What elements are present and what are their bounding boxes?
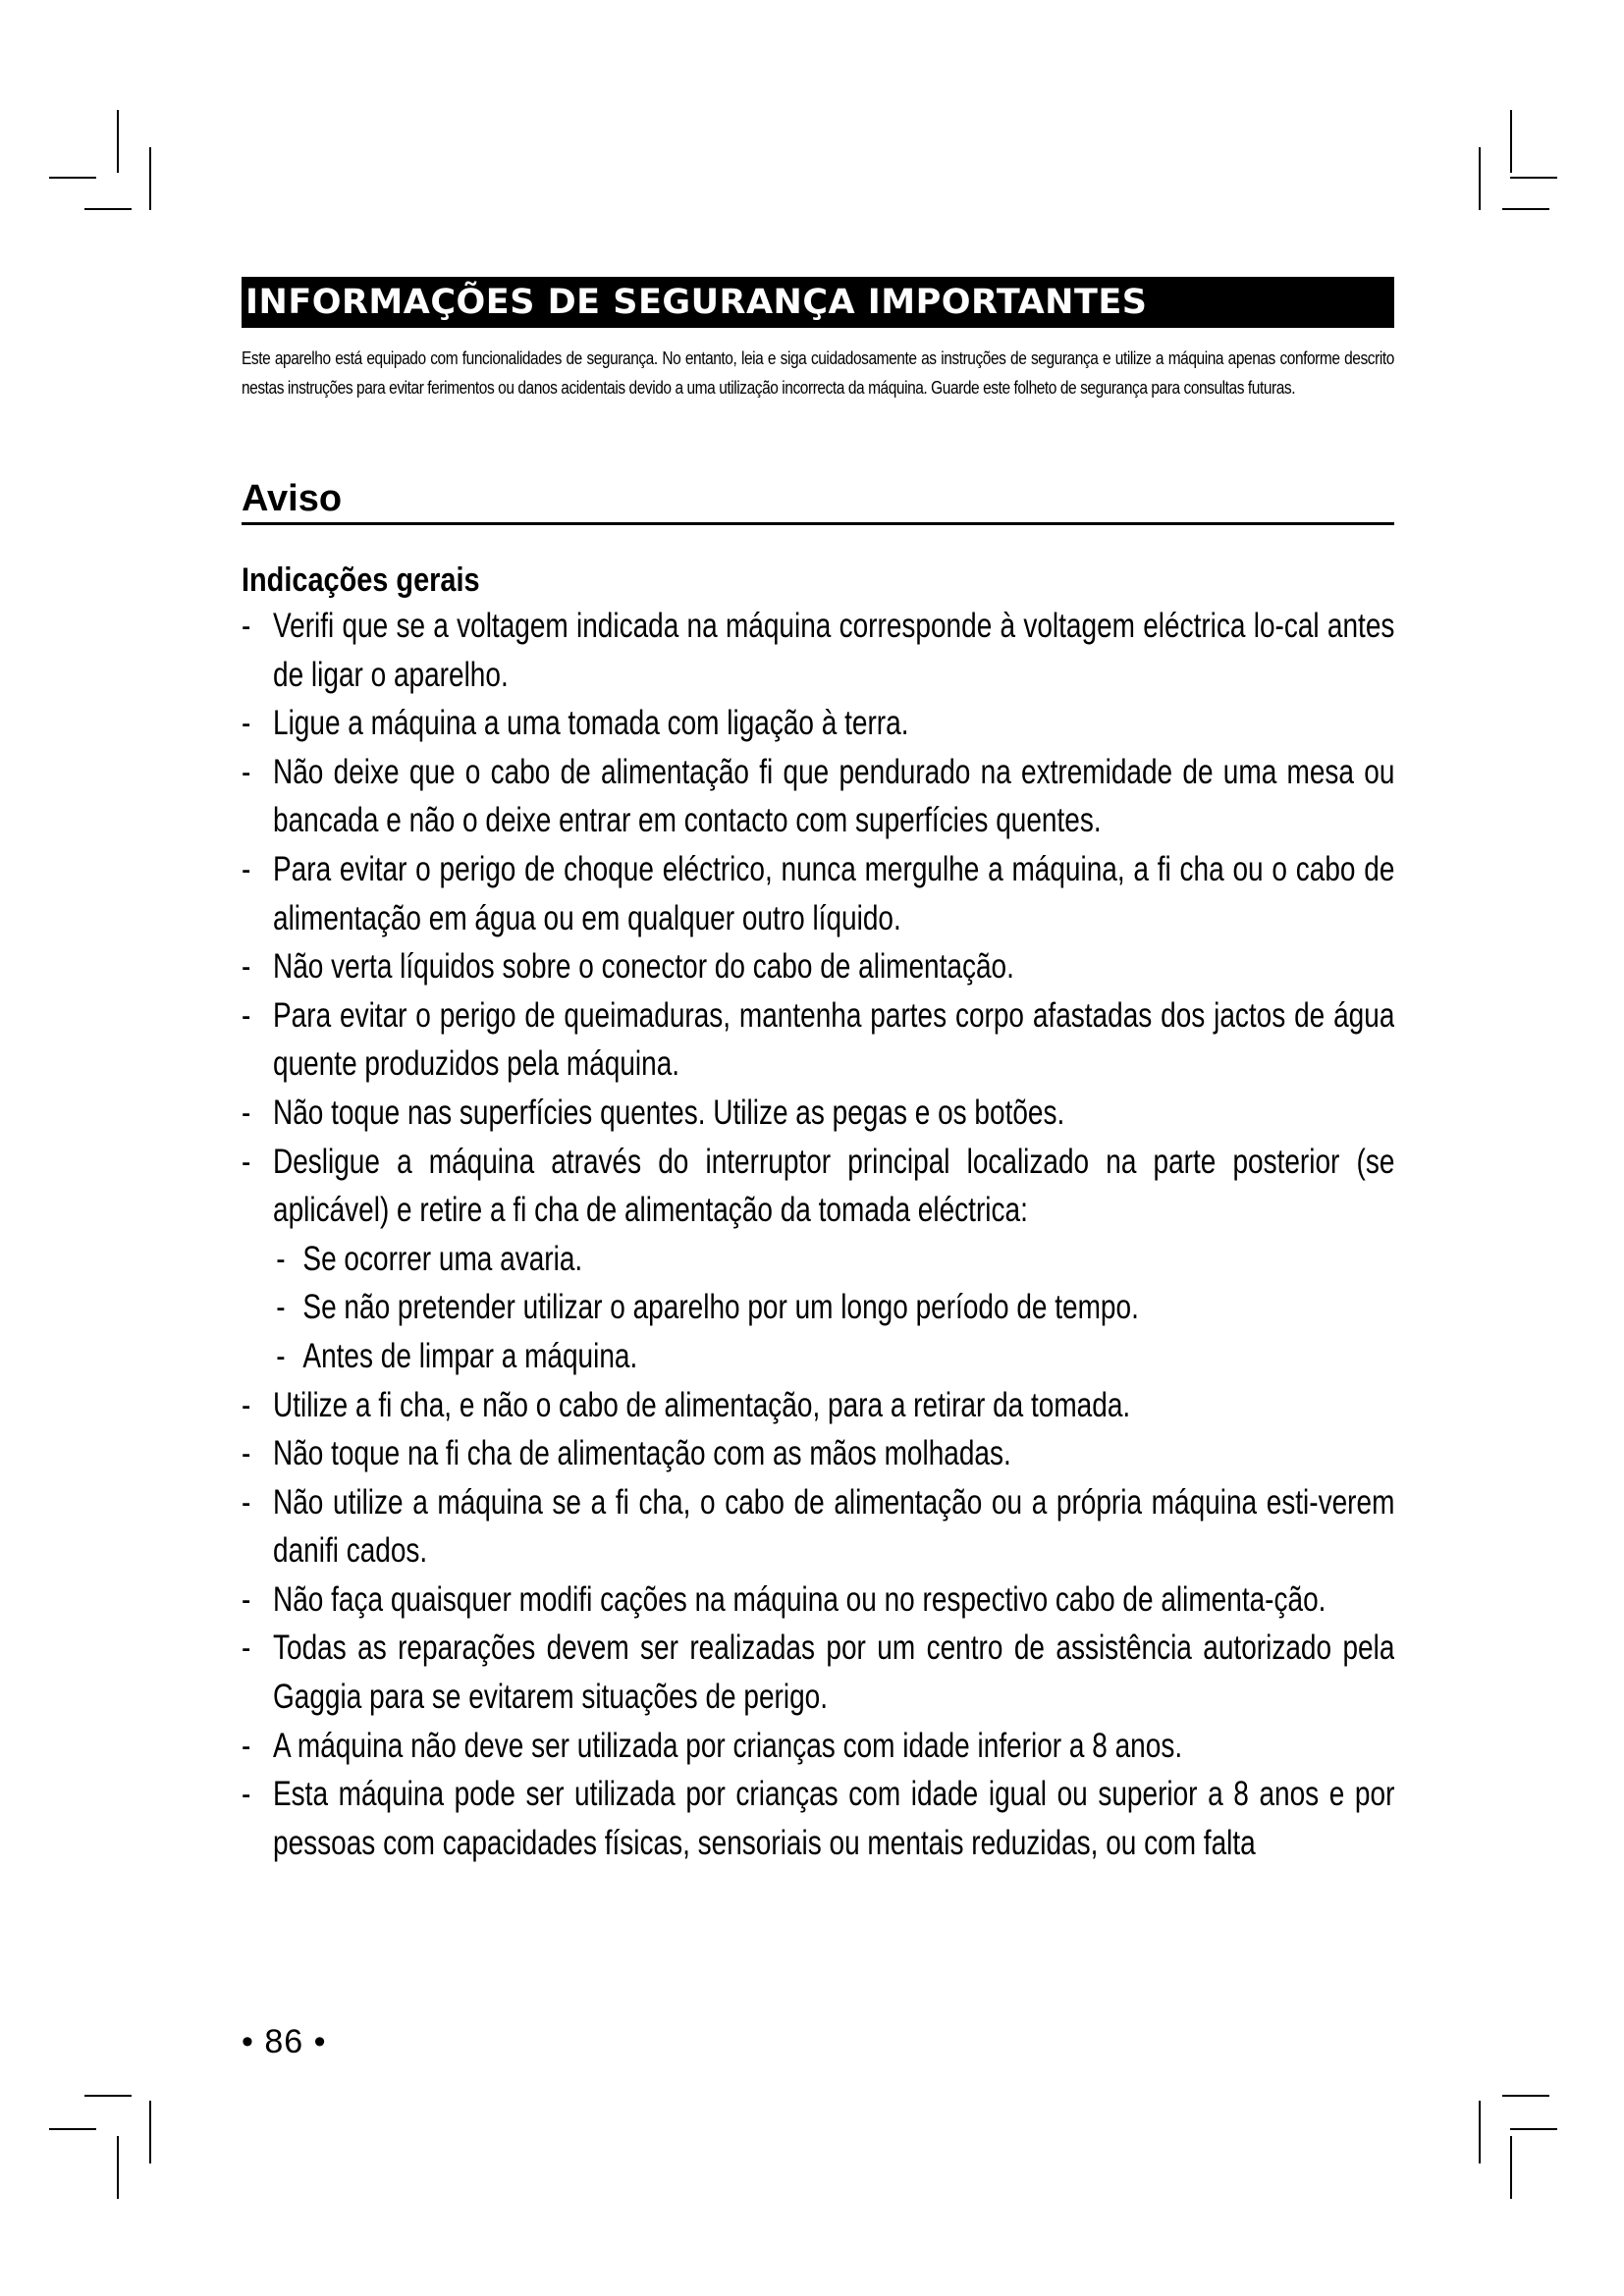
crop-mark [1479,2101,1481,2163]
warning-list-wrapper [242,602,1394,1867]
list-item: - Utilize a fi cha, e não o cabo de alimentação, para a retirar da tomada. [242,1381,1394,1430]
list-item: - Para evitar o perigo de choque eléctrico, nunca mergulhe a máquina, a fi cha ou o cabo de alimentação em água ou em qualquer outro líquido. [242,845,1394,942]
warning-list [242,602,1394,1867]
intro-paragraph: Este aparelho está equipado com funcionalidades de segurança. No entanto, leia e siga cuidadosamente as instruções de segurança e utilize a máquina apenas conforme descrito nestas instruções para evitar ferimentos ou danos acidentais devido a uma utilização incorrecta da máquina. Guarde este folheto de segurança para consultas futuras. [242,348,1394,398]
page-content [242,277,1394,1867]
crop-mark [1510,2136,1512,2199]
sub-list-item: - Se não pretender utilizar o aparelho por um longo período de tempo. [242,1283,1394,1332]
subsection-heading: Indicações gerais [242,561,480,599]
list-item: - Não toque nas superfícies quentes. Utilize as pegas e os botões. [242,1089,1394,1138]
list-item: - Não deixe que o cabo de alimentação fi que pendurado na extremidade de uma mesa ou bancada e não o deixe entrar em contacto com superfícies quentes. [242,748,1394,845]
list-item: - Não verta líquidos sobre o conector do cabo de alimentação. [242,942,1394,991]
crop-mark [149,2101,151,2163]
crop-mark [49,2128,96,2130]
crop-mark [1510,110,1512,173]
section-heading-warning: Aviso [242,477,1394,525]
list-item: - Todas as reparações devem ser realizadas por um centro de assistência autorizado pela Gaggia para se evitarem situações de perigo. [242,1624,1394,1721]
crop-mark [1502,2095,1549,2097]
crop-mark [117,2136,119,2199]
sub-list-item: - Antes de limpar a máquina. [242,1332,1394,1381]
crop-mark [84,208,132,210]
crop-mark [1510,2128,1557,2130]
list-item: - Não toque na fi cha de alimentação com as mãos molhadas. [242,1429,1394,1478]
list-item: - Desligue a máquina através do interruptor principal localizado na parte posterior (se aplicável) e retire a fi cha de alimentação da tomada eléctrica: [242,1138,1394,1235]
crop-mark [84,2095,132,2097]
list-item: - Ligue a máquina a uma tomada com ligação à terra. [242,699,1394,748]
page-number: • 86 • [242,2023,327,2060]
crop-mark [1502,208,1549,210]
list-item: - Esta máquina pode ser utilizada por crianças com idade igual ou superior a 8 anos e por pessoas com capacidades físicas, sensoriais ou mentais reduzidas, ou com falta [242,1770,1394,1867]
list-item: - Verifi que se a voltagem indicada na máquina corresponde à voltagem eléctrica lo-cal antes de ligar o aparelho. [242,602,1394,699]
crop-mark [149,147,151,210]
list-item: - Não faça quaisquer modifi cações na máquina ou no respectivo cabo de alimenta-ção. [242,1575,1394,1625]
list-item: - Não utilize a máquina se a fi cha, o cabo de alimentação ou a própria máquina esti-verem danifi cados. [242,1478,1394,1575]
list-item: - A máquina não deve ser utilizada por crianças com idade inferior a 8 anos. [242,1722,1394,1771]
crop-mark [49,177,96,179]
crop-mark [1479,147,1481,210]
page-title: INFORMAÇÕES DE SEGURANÇA IMPORTANTES [242,277,1394,328]
list-item: - Para evitar o perigo de queimaduras, mantenha partes corpo afastadas dos jactos de água quente produzidos pela máquina. [242,991,1394,1089]
crop-mark [1510,177,1557,179]
sub-list-item: - Se ocorrer uma avaria. [242,1235,1394,1284]
crop-mark [117,110,119,173]
